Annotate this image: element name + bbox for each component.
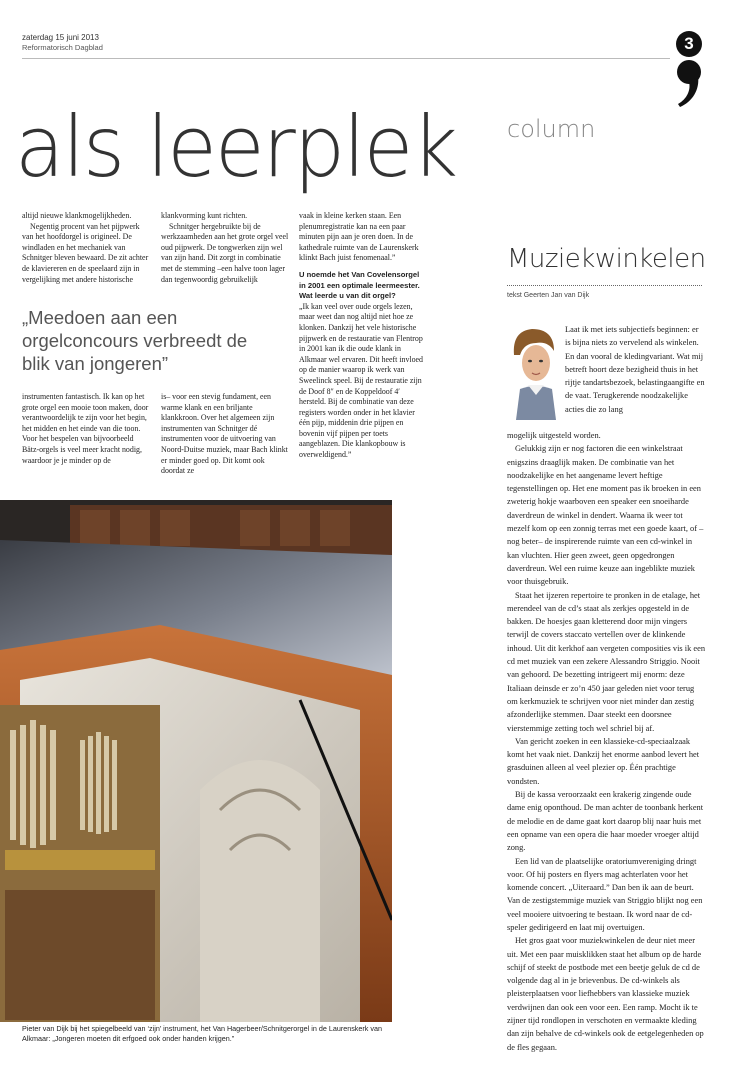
paragraph: Schnitger hergebruikte bij de werkzaamheden aan het grote orgel veel oud pijpwerk. De tongwerken zijn wel van zijn hand. Dit zorgt in combinatie met de stemming –een halve toon lager dan tegenwoordig gebruikelijk bbox=[161, 221, 289, 284]
article-column-1-bottom bbox=[22, 392, 152, 466]
paragraph: is– voor een stevig fundament, een warme klank en een briljante klankkroon. Over het algemeen zijn instrumenten van Schnitger dé instrumenten voor de uitvoering van Noord-Duitse muziek, maar Bach klinkt er minder goed op. Dit komt ook doordat ze bbox=[161, 392, 288, 476]
paragraph: „Ik kan veel over oude orgels lezen, maar weet dan nog altijd niet hoe ze klonken. Dankzij het vele historische pijpwerk en de restauratie van Flentrop in 2001 kan ik die oude klank in Alkmaar wel ervaren. Dit heeft invloed op de manier waarop ik werk van Sweelinck speel. Bij de restauratie zijn de Doof 8″ en de Koppeldoof 4′ hersteld. Bij de combinatie van deze registers worden onder in het klavier één pijp, middenin drie pijpen en bovenin vijf pijpen per toets aangeblazen. Die klankopbouw is overweldigend.” bbox=[299, 301, 424, 460]
header-divider bbox=[22, 58, 670, 59]
paragraph: Negentig procent van het pijpwerk van het hoofdorgel is origineel. De windladen en het mechaniek van Schnitger bleven bewaard. De zit achter de klaviereren en de speelaard zijn in vergelijking met andere historische bbox=[22, 221, 149, 284]
article-column-3 bbox=[299, 211, 427, 461]
interview-question: U noemde het Van Covelensorgel in 2001 een optimale leermeester. Wat leerde u van dit orgel? bbox=[299, 269, 420, 301]
organ-photo bbox=[0, 500, 392, 1022]
issue-date: zaterdag 15 juni 2013 bbox=[22, 33, 99, 42]
article-column-2-top bbox=[161, 211, 289, 285]
paragraph: Een lid van de plaatselijke oratoriumvereniging dringt voor. Of hij posters en flyers mag achterlaten voor het komende concert. „Uiteraard.” Dan ben ik aan de beurt. Van de zestigstemmige muziek van Striggio blijkt nog een veel mooiere uitvoering te bestaan. Ik word naar de cd-speler gedirigeerd en laat mij overtuigen. bbox=[507, 856, 703, 932]
paragraph: klankvorming kunt richten. bbox=[161, 211, 248, 220]
paragraph: Laat ik met iets subjectiefs beginnen: er is bijna niets zo vervelend als winkelen. En dan vooral de kledingvariant. Wat mij betreft hoort deze bezigheid thuis in het rijtje tandartsbezoek, belastingaangifte en de vaat. Terugkerende noodzakelijke acties die zo lang bbox=[565, 325, 705, 414]
comma-logo-icon bbox=[672, 58, 706, 108]
paragraph: Staat het ijzeren repertoire te pronken in de etalage, het merendeel van de cd’s staat als zerkjes opgesteld in de bakken. De hoesjes gaan kletterend door mijn vingers terwijl de covers staccato vertellen over de klinkende inhoud. Uit dit kerkhof aan vergeten composities vis ik een cd met muziek van een zekere Alessandro Striggio. Nooit van gehoord. De bezetting intrigeert mij enorm: deze Italiaan deinsde er zo’n 450 jaar geleden niet voor terug om kerkmuziek te schrijven voor niet minder dan zestig afzonderlijke stemmen. Daar steekt een doorsnee vierstemmige zetting toch wel schriel bij af. bbox=[507, 590, 706, 733]
paragraph: Gelukkig zijn er nog factoren die een winkelstraat enigszins draaglijk maken. De combinatie van het noodzakelijke en het aangename levert heftige tegenstellingen op. Het ene moment pas ik broeken in een zweterig hokje waarboven een speaker een snoeiharde daverdreun de winkel in dendert. Waarna ik weer tot mezelf kom op een zonnig terras met een goede kaart, of –nog beter– de inspirerende ruimte van een cd-winkel in kan vluchten. Hier geen zweet, geen opgedrongen daverdreun. Wel een ruime keuze aan ingeblikte muziek voor thuisgebruik. bbox=[507, 444, 704, 587]
paragraph: instrumenten fantastisch. Ik kan op het grote orgel een mooie toon maken, door verantwoordelijk te zijn voor het begin, het midden en het einde van die toon. Voor het bespelen van bijvoorbeeld Bätz-orgels is veel meer kracht nodig, waardoor je je minder op de bbox=[22, 392, 149, 465]
article-column-2-bottom bbox=[161, 392, 289, 477]
paragraph: altijd nieuwe klankmogelijkheden. bbox=[22, 211, 132, 220]
column-intro-wrapped bbox=[565, 323, 705, 416]
paragraph: Bij de kassa veroorzaakt een krakerig zingende oude dame enig oponthoud. De man achter de toonbank herkent de melodie en de dame gaat kort daarop blij naar huis met een opname van een opera die haar moeder vroeger altijd zong. bbox=[507, 790, 704, 853]
paragraph: Het gros gaat voor muziekwinkelen de deur niet meer uit. Met een paar muisklikken staat het album op de harde schijf of steekt de postbode met een beetje geluk de cd de volgende dag al in je brievenbus. De cd-winkels als pleisterplaatsen voor liefhebbers van klassieke muziek verdwijnen dan ook een voor een. Een ramp. Mocht ik te zijner tijd rondlopen in verschoten en vermaakte kleding dan zijn behalve de cd-winkels ook de eetgelegenheden op de fles gegaan. bbox=[507, 936, 704, 1052]
column-dotted-divider bbox=[507, 285, 702, 286]
paragraph: Van gericht zoeken in een klassieke-cd-speciaalzaak komt het vaak niet. Dankzij het enorme aanbod levert het grasduinen alleen al veel plezier op. Één prachtige vondsten. bbox=[507, 736, 700, 786]
column-label: column bbox=[507, 115, 596, 143]
column-body bbox=[507, 429, 705, 1054]
newspaper-name: Reformatorisch Dagblad bbox=[22, 43, 103, 52]
photo-caption: Pieter van Dijk bij het spiegelbeeld van ‘zijn’ instrument, het Van Hagerbeer/Schnitgerorgel in de Laurenskerk van Alkmaar: „Jongeren moeten dit erfgoed ook onder handen krijgen.” bbox=[22, 1024, 382, 1043]
author-portrait bbox=[508, 325, 558, 420]
article-column-1-top bbox=[22, 211, 152, 285]
paragraph: mogelijk uitgesteld worden. bbox=[507, 431, 601, 440]
headline: als leerplek bbox=[15, 98, 457, 196]
column-byline: tekst Geerten Jan van Dijk bbox=[507, 292, 590, 299]
organ-photo-illustration bbox=[0, 500, 392, 1022]
paragraph: vaak in kleine kerken staan. Een plenumregistratie kan na een paar minuten pijn aan je oren doen. In de kathedrale ruimte van de Laurenskerk klinkt Bach juist fenomenaal.” bbox=[299, 211, 419, 263]
column-title: Muziekwinkelen bbox=[507, 244, 706, 274]
page-number-badge: 3 bbox=[676, 31, 702, 57]
pull-quote: „Meedoen aan een orgelconcours verbreedt de blik van jongeren” bbox=[22, 307, 248, 374]
